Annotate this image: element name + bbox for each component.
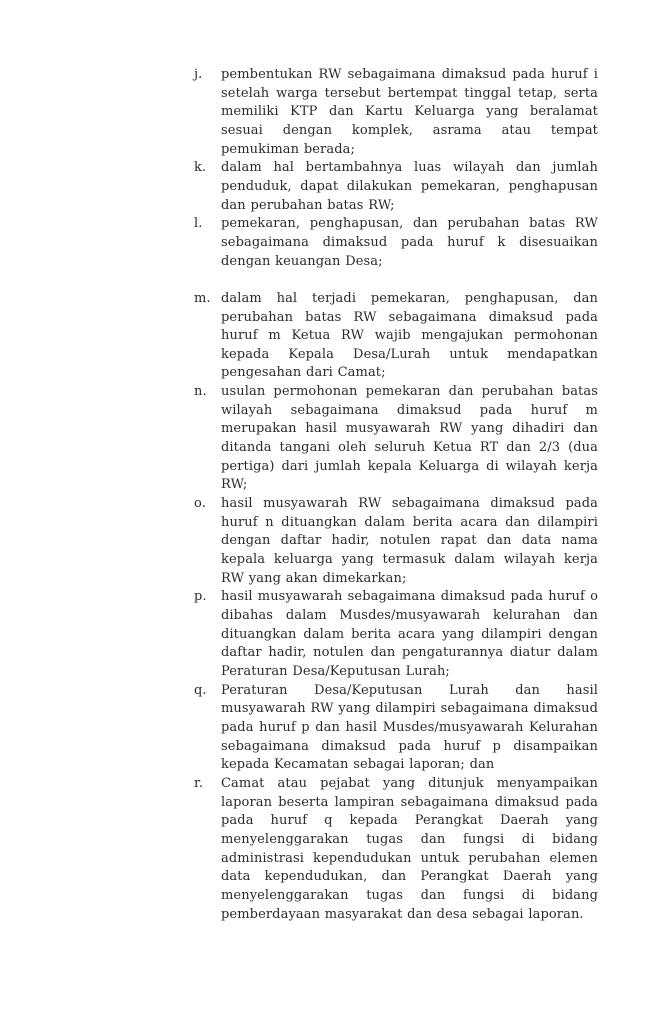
list-item-l (194, 215, 598, 271)
list-item-o (194, 495, 598, 588)
lettered-list (194, 66, 598, 924)
item-label: m. (194, 290, 211, 306)
item-label: r. (194, 775, 204, 791)
item-text: hasil musyawarah sebagaimana dimaksud pada huruf o dibahas dalam Musdes/musyawarah kelurahan dan dituangkan dalam berita acara yang dilampiri dengan daftar hadir, notulen dan pengaturannya diatur dalam Peraturan Desa/Keputusan Lurah; (221, 589, 598, 679)
item-label: p. (194, 589, 207, 605)
item-text: pembentukan RW sebagaimana dimaksud pada huruf i setelah warga tersebut bertempat tinggal tetap, serta memiliki KTP dan Kartu Keluarga yang beralamat sesuai dengan komplek, asrama atau tempat pemukiman berada; (221, 67, 598, 157)
item-text: pemekaran, penghapusan, dan perubahan batas RW sebagaimana dimaksud pada huruf k disesuaikan dengan keuangan Desa; (221, 216, 598, 269)
list-item-j (194, 66, 598, 159)
item-label: q. (194, 682, 207, 698)
list-item-p (194, 588, 598, 681)
list-item-m (194, 290, 598, 383)
item-text: usulan permohonan pemekaran dan perubahan batas wilayah sebagaimana dimaksud pada huruf m merupakan hasil musyawarah RW yang dihadiri dan ditanda tangani oleh seluruh Ketua RT dan 2/3 (dua pertiga) dari jumlah kepala Keluarga di wilayah kerja RW; (221, 384, 598, 493)
item-text: Peraturan Desa/Keputusan Lurah dan hasil musyawarah RW yang dilampiri sebagaimana dimaksud pada huruf p dan hasil Musdes/musyawarah Kelurahan sebagaimana dimaksud pada huruf p disampaikan kepada Kecamatan sebagai laporan; dan (221, 682, 598, 773)
item-text: Camat atau pejabat yang ditunjuk menyampaikan laporan beserta lampiran sebagaimana dimaksud pada pada huruf q kepada Perangkat Daerah yang menyelenggarakan tugas dan fungsi di bidang administrasi kependudukan untuk perubahan elemen data kependudukan, dan Perangkat Daerah yang menyelenggarakan tugas dan fungsi di bidang pemberdayaan masyarakat dan desa sebagai laporan. (221, 775, 598, 922)
item-text: hasil musyawarah RW sebagaimana dimaksud pada huruf n dituangkan dalam berita acara dan dilampiri dengan daftar hadir, notulen rapat dan data nama kepala keluarga yang termasuk dalam wilayah kerja RW yang akan dimekarkan; (221, 496, 598, 586)
item-label: j. (194, 67, 203, 82)
item-text: dalam hal bertambahnya luas wilayah dan jumlah penduduk, dapat dilakukan pemekaran, penghapusan dan perubahan batas RW; (221, 160, 598, 213)
item-label: k. (194, 160, 207, 176)
list-item-q (194, 682, 598, 775)
list-item-r (194, 775, 598, 924)
blank-line (194, 271, 598, 290)
item-text: dalam hal terjadi pemekaran, penghapusan, dan perubahan batas RW sebagaimana dimaksud pada huruf m Ketua RW wajib mengajukan permohonan kepada Kepala Desa/Lurah untuk mendapatkan pengesahan dari Camat; (221, 290, 598, 381)
item-label: n. (194, 384, 207, 400)
item-label: l. (194, 216, 203, 232)
list-item-n (194, 383, 598, 495)
list-item-k (194, 159, 598, 215)
item-label: o. (194, 496, 206, 512)
